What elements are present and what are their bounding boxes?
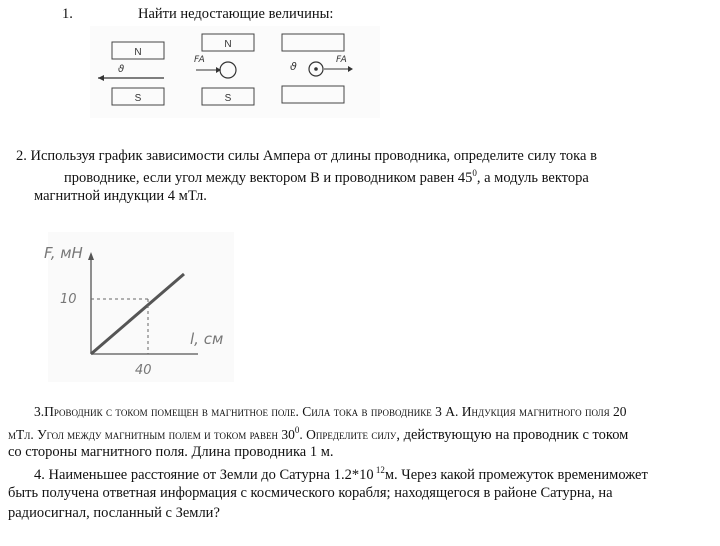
south-label-1: S (134, 93, 142, 104)
task1-title: Найти недостающие величины: (138, 6, 334, 22)
task2-line3: магнитной индукции 4 мТл. (34, 188, 207, 204)
task3-line2: мТл. Угол между магнитным полем и током равен $30^0$. Определите силу, действующую на проводник с током (8, 425, 629, 443)
force-label-2: FA (194, 55, 205, 65)
task3-line3: со стороны магнитного поля. Длина проводника 1 м. (8, 444, 334, 460)
y-tick-10: 10 (60, 292, 77, 307)
velocity-label-1: ϑ (118, 64, 125, 75)
x-axis-label: l, см (190, 330, 224, 348)
force-label-3: FA (336, 55, 347, 65)
task4-line2: быть получена ответная информация с космического корабля; находящегося в районе Сатурна, на (8, 485, 613, 501)
task2-line1: 2. Используя график зависимости силы Ампера от длины проводника, определите силу тока в (16, 148, 597, 164)
south-label-2: S (224, 93, 232, 104)
x-tick-40: 40 (135, 363, 152, 378)
task4-line3: радиосигнал, посланный с Земли? (8, 505, 220, 521)
task3-line1: 3.Проводник с током помещен в магнитное поле. Сила тока в проводнике 3 А. Индукция магнитного поля 20 (34, 404, 627, 419)
north-label-1: N (134, 47, 142, 58)
task4-line1: 4. Наименьшее расстояние от Земли до Сатурна 1.2*10 $^{12}$м. Через какой промежуток временим​ожет (34, 465, 648, 483)
north-label-2: N (224, 39, 232, 50)
velocity-label-3: ϑ (290, 60, 297, 73)
task2-line2: проводнике, если угол между вектором В и проводником равен $45^0$, а модуль вектора (64, 168, 589, 186)
task1-number: 1. (62, 6, 73, 22)
force-length-graph (38, 228, 238, 384)
y-axis-label: F, мН (44, 244, 83, 262)
task1-figure (90, 26, 380, 118)
